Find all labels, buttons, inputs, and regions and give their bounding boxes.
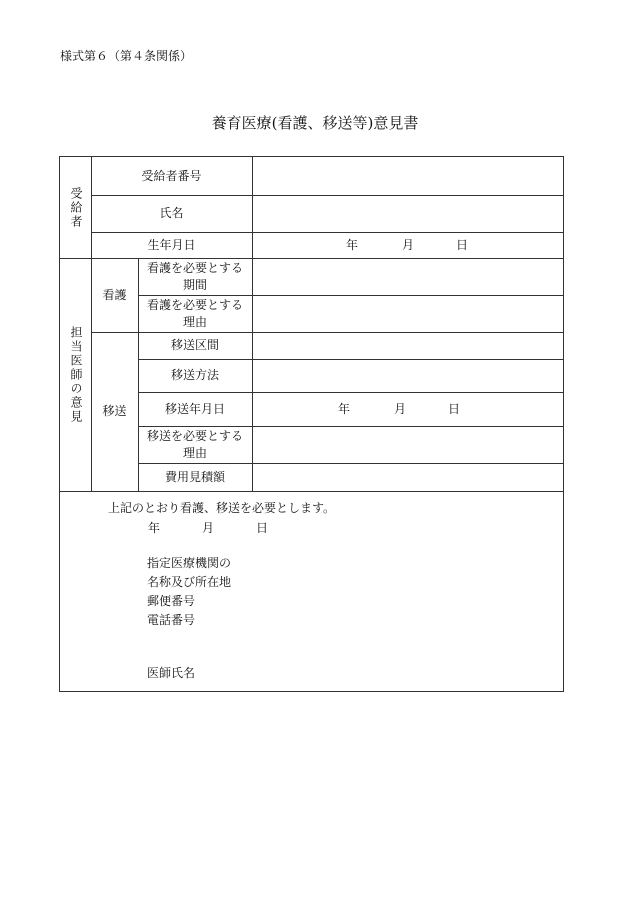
birth-month-unit: 月 [402, 238, 415, 252]
transport-method-field[interactable] [252, 359, 564, 392]
document-title: 養育医療(看護、移送等)意見書 [211, 114, 419, 132]
transport-cost-field[interactable] [252, 463, 564, 491]
transport-section-field[interactable] [252, 332, 564, 359]
transport-reason-field[interactable] [252, 426, 564, 463]
postal-code-label: 郵便番号 [147, 594, 196, 608]
doctor-name-label: 医師氏名 [147, 666, 196, 680]
nursing-period-label: 看護を必要とする期間 [146, 260, 243, 292]
recipient-name-field[interactable] [252, 195, 564, 232]
transport-date-field[interactable] [252, 392, 564, 426]
transport-label: 移送 [102, 404, 127, 418]
transport-method-label: 移送方法 [170, 368, 219, 382]
phone-label: 電話番号 [147, 613, 196, 627]
opinion-form-table [59, 156, 564, 692]
certification-day-unit: 日 [256, 521, 269, 535]
transport-cost-label: 費用見積額 [164, 469, 225, 484]
transport-day-unit: 日 [448, 402, 461, 416]
nursing-period-field[interactable] [252, 258, 564, 295]
birth-date-label: 生年月日 [147, 237, 196, 252]
certification-statement: 上記のとおり看護、移送を必要とします。 [108, 501, 336, 515]
recipient-section-label: 受給者 [69, 186, 83, 229]
recipient-number-field[interactable] [252, 157, 564, 195]
transport-reason-label: 移送を必要とする理由 [146, 428, 243, 460]
certification-year-unit: 年 [148, 521, 161, 535]
birth-day-unit: 日 [456, 238, 469, 252]
transport-date-label: 移送年月日 [164, 401, 225, 416]
institution-label-line2: 名称及び所在地 [147, 575, 232, 589]
nursing-label: 看護 [102, 287, 127, 302]
birth-year-unit: 年 [346, 238, 359, 252]
transport-year-unit: 年 [338, 402, 351, 416]
nursing-reason-field[interactable] [252, 295, 564, 332]
certification-date[interactable] [60, 519, 564, 536]
transport-section-label: 移送区間 [170, 338, 219, 352]
transport-month-unit: 月 [394, 402, 407, 416]
institution-label-line1: 指定医療機関の [147, 556, 232, 570]
recipient-number-label: 受給者番号 [141, 168, 202, 183]
form-number: 様式第６（第４条関係） [60, 49, 193, 63]
opinion-section-label: 担当医師の意見 [69, 325, 83, 424]
hline-table-end [60, 491, 564, 492]
birth-date-units [252, 237, 564, 254]
certification-month-unit: 月 [202, 521, 215, 535]
birth-date-field[interactable] [252, 232, 564, 258]
recipient-name-label: 氏名 [159, 206, 184, 220]
transport-date-units [252, 401, 564, 418]
nursing-reason-label: 看護を必要とする理由 [146, 297, 243, 329]
